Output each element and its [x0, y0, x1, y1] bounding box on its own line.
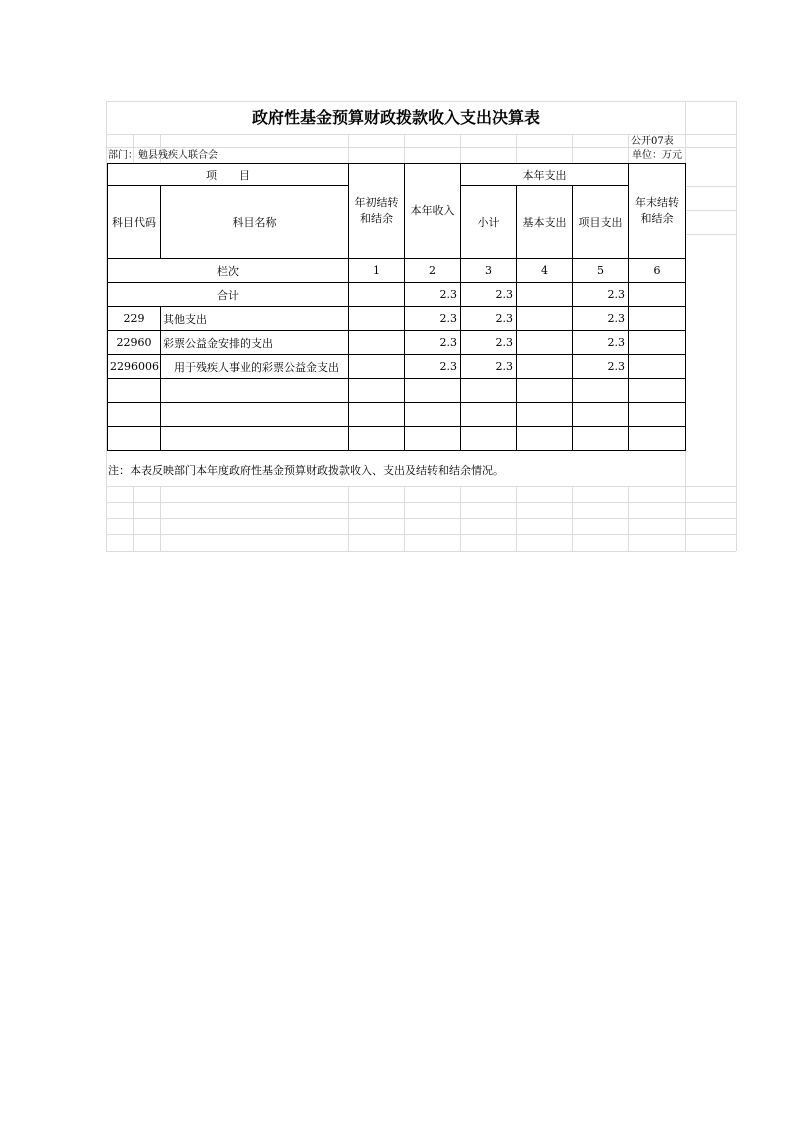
row-code	[108, 403, 161, 427]
row-project: 2.3	[573, 355, 629, 379]
row-opening	[349, 355, 405, 379]
unit-label: 单位：万元	[632, 150, 682, 161]
header-name: 科目名称	[161, 186, 349, 259]
column-number: 3	[461, 259, 517, 283]
row-name	[161, 403, 349, 427]
column-number-row	[108, 259, 686, 283]
header-closing-balance: 年末结转和结余	[629, 164, 686, 259]
row-closing	[629, 403, 686, 427]
table-row	[108, 403, 686, 427]
row-subtotal: 2.3	[461, 355, 517, 379]
row-subtotal	[461, 379, 517, 403]
column-label: 栏次	[108, 259, 349, 283]
header-income: 本年收入	[405, 164, 461, 259]
footnote: 注：本表反映部门本年度政府性基金预算财政拨款收入、支出及结转和结余情况。	[108, 464, 504, 477]
row-code: 2296006	[108, 355, 161, 379]
row-basic	[517, 307, 573, 331]
header-code: 科目代码	[108, 186, 161, 259]
budget-table	[107, 163, 686, 451]
table-row	[108, 427, 686, 451]
row-income	[405, 403, 461, 427]
row-name: 用于残疾人事业的彩票公益金支出	[161, 355, 349, 379]
row-basic	[517, 427, 573, 451]
row-code: 229	[108, 307, 161, 331]
row-subtotal: 2.3	[461, 307, 517, 331]
header-expenditure: 本年支出	[461, 164, 629, 186]
row-income	[405, 379, 461, 403]
row-opening	[349, 307, 405, 331]
row-code	[108, 379, 161, 403]
row-basic	[517, 331, 573, 355]
column-number: 4	[517, 259, 573, 283]
row-opening	[349, 403, 405, 427]
header-project: 项 目	[108, 164, 349, 186]
total-opening	[349, 283, 405, 307]
total-closing	[629, 283, 686, 307]
form-code: 公开07表	[631, 136, 674, 147]
page-title: 政府性基金预算财政拨款收入支出决算表	[251, 108, 540, 127]
row-basic	[517, 379, 573, 403]
header-subtotal: 小计	[461, 186, 517, 259]
row-name: 其他支出	[161, 307, 349, 331]
row-closing	[629, 355, 686, 379]
header-basic: 基本支出	[517, 186, 573, 259]
row-basic	[517, 403, 573, 427]
row-closing	[629, 427, 686, 451]
total-basic	[517, 283, 573, 307]
column-number: 6	[629, 259, 686, 283]
table-row	[108, 307, 686, 331]
row-code	[108, 427, 161, 451]
column-number: 2	[405, 259, 461, 283]
row-opening	[349, 427, 405, 451]
row-closing	[629, 379, 686, 403]
total-income: 2.3	[405, 283, 461, 307]
row-code: 22960	[108, 331, 161, 355]
row-project: 2.3	[573, 331, 629, 355]
row-income: 2.3	[405, 355, 461, 379]
row-opening	[349, 331, 405, 355]
row-name	[161, 379, 349, 403]
row-income: 2.3	[405, 331, 461, 355]
row-subtotal	[461, 427, 517, 451]
row-income: 2.3	[405, 307, 461, 331]
total-label: 合计	[108, 283, 349, 307]
row-project	[573, 403, 629, 427]
column-number: 5	[573, 259, 629, 283]
header-opening-balance: 年初结转和结余	[349, 164, 405, 259]
row-closing	[629, 331, 686, 355]
table-row	[108, 379, 686, 403]
row-opening	[349, 379, 405, 403]
row-subtotal: 2.3	[461, 331, 517, 355]
row-name	[161, 427, 349, 451]
total-project: 2.3	[573, 283, 629, 307]
row-project	[573, 379, 629, 403]
header-project-exp: 项目支出	[573, 186, 629, 259]
total-subtotal: 2.3	[461, 283, 517, 307]
row-name: 彩票公益金安排的支出	[161, 331, 349, 355]
table-row	[108, 331, 686, 355]
table-row	[108, 355, 686, 379]
total-row	[108, 283, 686, 307]
row-subtotal	[461, 403, 517, 427]
department-label: 部门：勉县残疾人联合会	[108, 150, 218, 161]
row-income	[405, 427, 461, 451]
column-number: 1	[349, 259, 405, 283]
row-project	[573, 427, 629, 451]
row-project: 2.3	[573, 307, 629, 331]
row-basic	[517, 355, 573, 379]
row-closing	[629, 307, 686, 331]
